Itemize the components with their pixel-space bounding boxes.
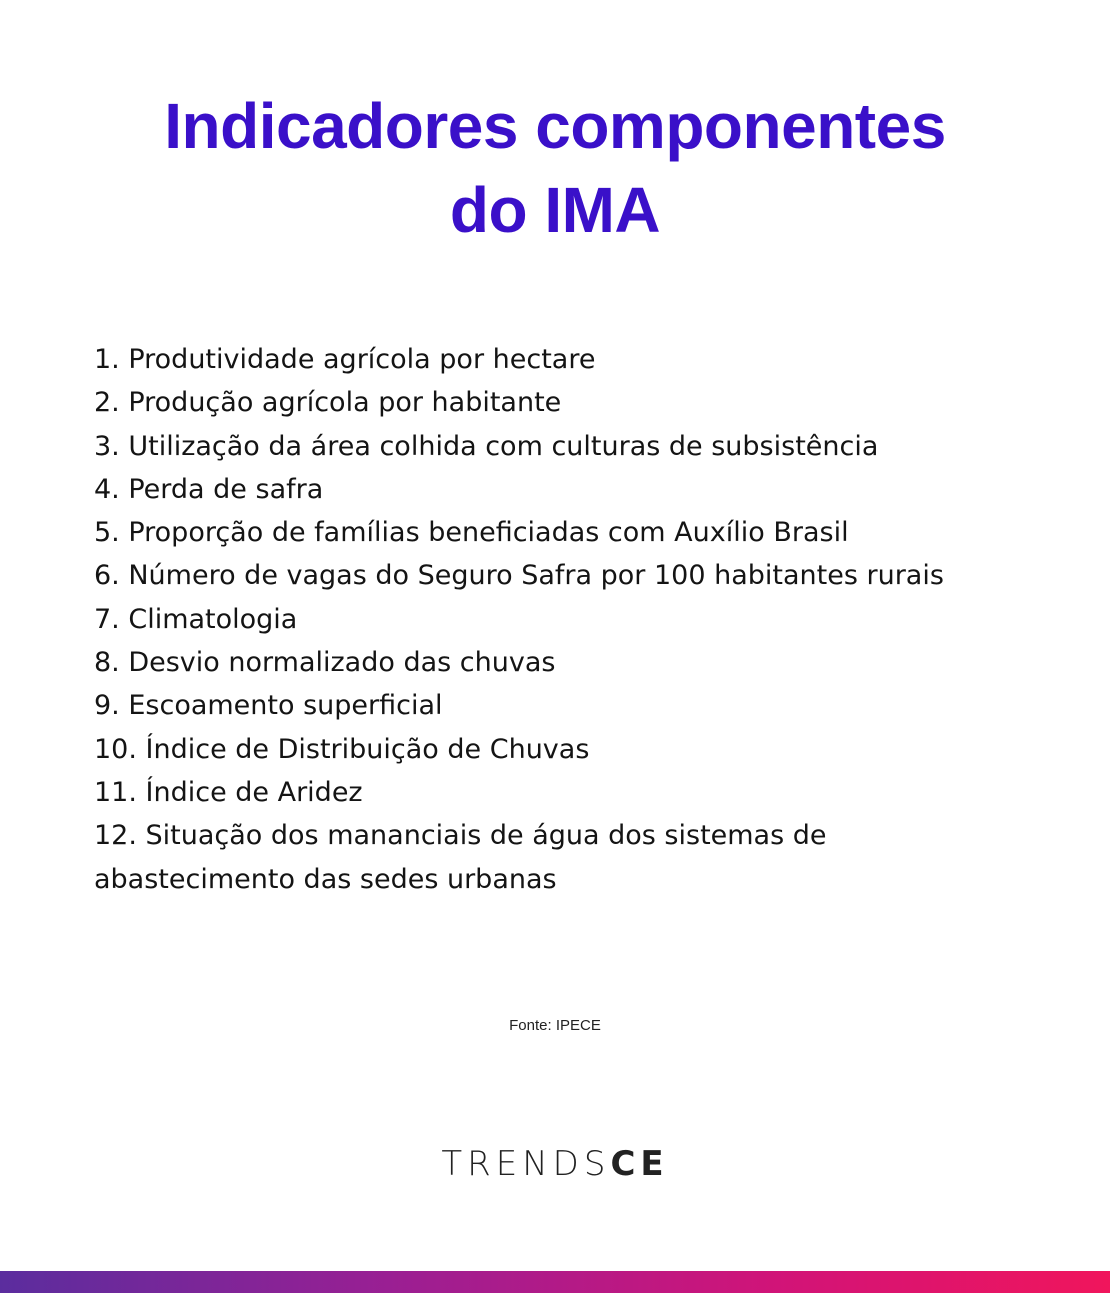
list-item: 8. Desvio normalizado das chuvas <box>94 647 556 679</box>
title-line-1: Indicadores componentes <box>164 90 946 162</box>
logo-part-trends: TRENDS <box>441 1144 611 1184</box>
indicator-list <box>94 338 1034 901</box>
title-line-2: do IMA <box>449 174 661 246</box>
list-item: 11. Índice de Aridez <box>94 776 363 808</box>
list-item: 5. Proporção de famílias beneficiadas com Auxílio Brasil <box>94 517 849 549</box>
list-item: 7. Climatologia <box>94 603 298 635</box>
logo-part-ce: CE <box>610 1144 669 1184</box>
list-item: 9. Escoamento superficial <box>94 690 443 722</box>
source-note: Fonte: IPECE <box>509 1017 601 1034</box>
list-item: 3. Utilização da área colhida com culturas de subsistência <box>94 430 879 462</box>
list-item: 4. Perda de safra <box>94 473 324 505</box>
list-item: 2. Produção agrícola por habitante <box>94 387 562 419</box>
trendsce-logo <box>0 1144 1110 1184</box>
list-item: 6. Número de vagas do Seguro Safra por 100 habitantes rurais <box>94 560 944 592</box>
page-title <box>0 84 1110 252</box>
bottom-gradient-bar <box>0 1271 1110 1293</box>
list-item: 12. Situação dos mananciais de água dos sistemas de abastecimento das sedes urbanas <box>94 820 827 895</box>
list-item: 1. Produtividade agrícola por hectare <box>94 344 596 375</box>
list-item: 10. Índice de Distribuição de Chuvas <box>94 733 590 765</box>
